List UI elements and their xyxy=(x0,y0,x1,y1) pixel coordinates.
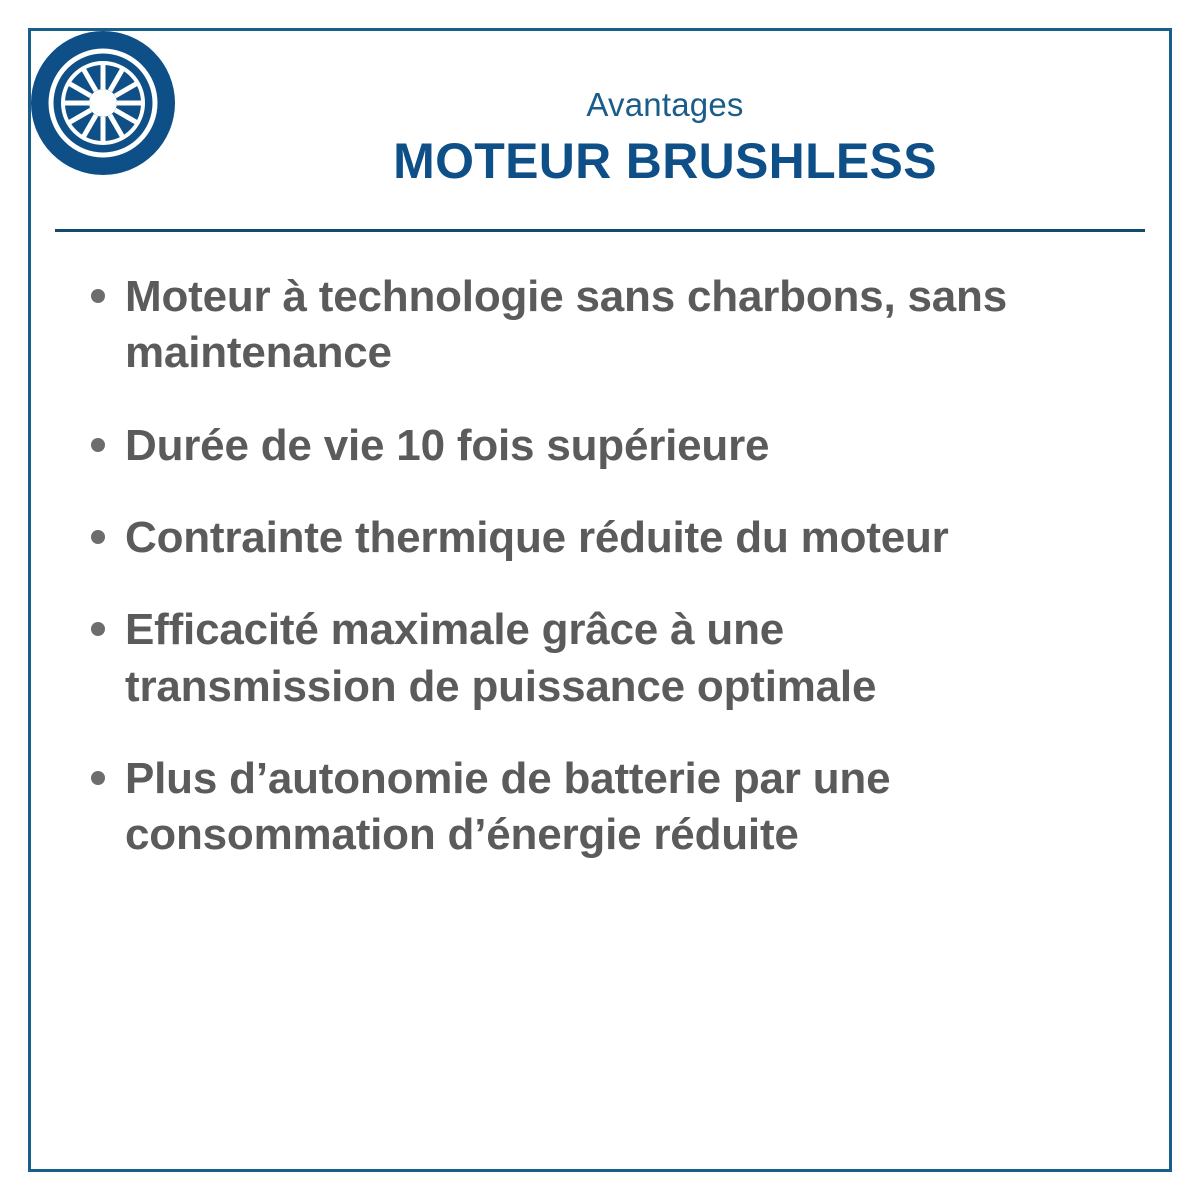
advantages-list xyxy=(91,269,1123,864)
list-item-label: Contrainte thermique réduite du moteur xyxy=(125,512,949,562)
list-item xyxy=(91,751,1123,864)
bullet-dot-icon xyxy=(91,438,105,452)
header-divider xyxy=(55,229,1145,232)
eyebrow-label: Avantages xyxy=(586,86,744,123)
bullet-dot-icon xyxy=(91,771,105,785)
list-item xyxy=(91,602,1123,715)
list-item xyxy=(91,510,1123,566)
list-item-label: Moteur à technologie sans charbons, sans maintenance xyxy=(125,272,1007,378)
list-item-label: Durée de vie 10 fois supérieure xyxy=(125,420,770,470)
brushless-motor-badge xyxy=(31,31,175,175)
advantages-card xyxy=(28,28,1172,1172)
bullet-dot-icon xyxy=(91,530,105,544)
list-item xyxy=(91,269,1123,382)
card-header xyxy=(201,87,1129,191)
list-item-label: Plus d’autonomie de batterie par une consommation d’énergie réduite xyxy=(125,753,891,860)
list-item-label: Efficacité maximale grâce à une transmission de puissance optimale xyxy=(125,605,877,711)
brushless-motor-rotor-icon xyxy=(47,47,159,159)
bullet-dot-icon xyxy=(91,289,105,303)
bullet-dot-icon xyxy=(91,622,105,636)
page-title: MOTEUR BRUSHLESS xyxy=(393,133,937,190)
list-item xyxy=(91,418,1123,474)
